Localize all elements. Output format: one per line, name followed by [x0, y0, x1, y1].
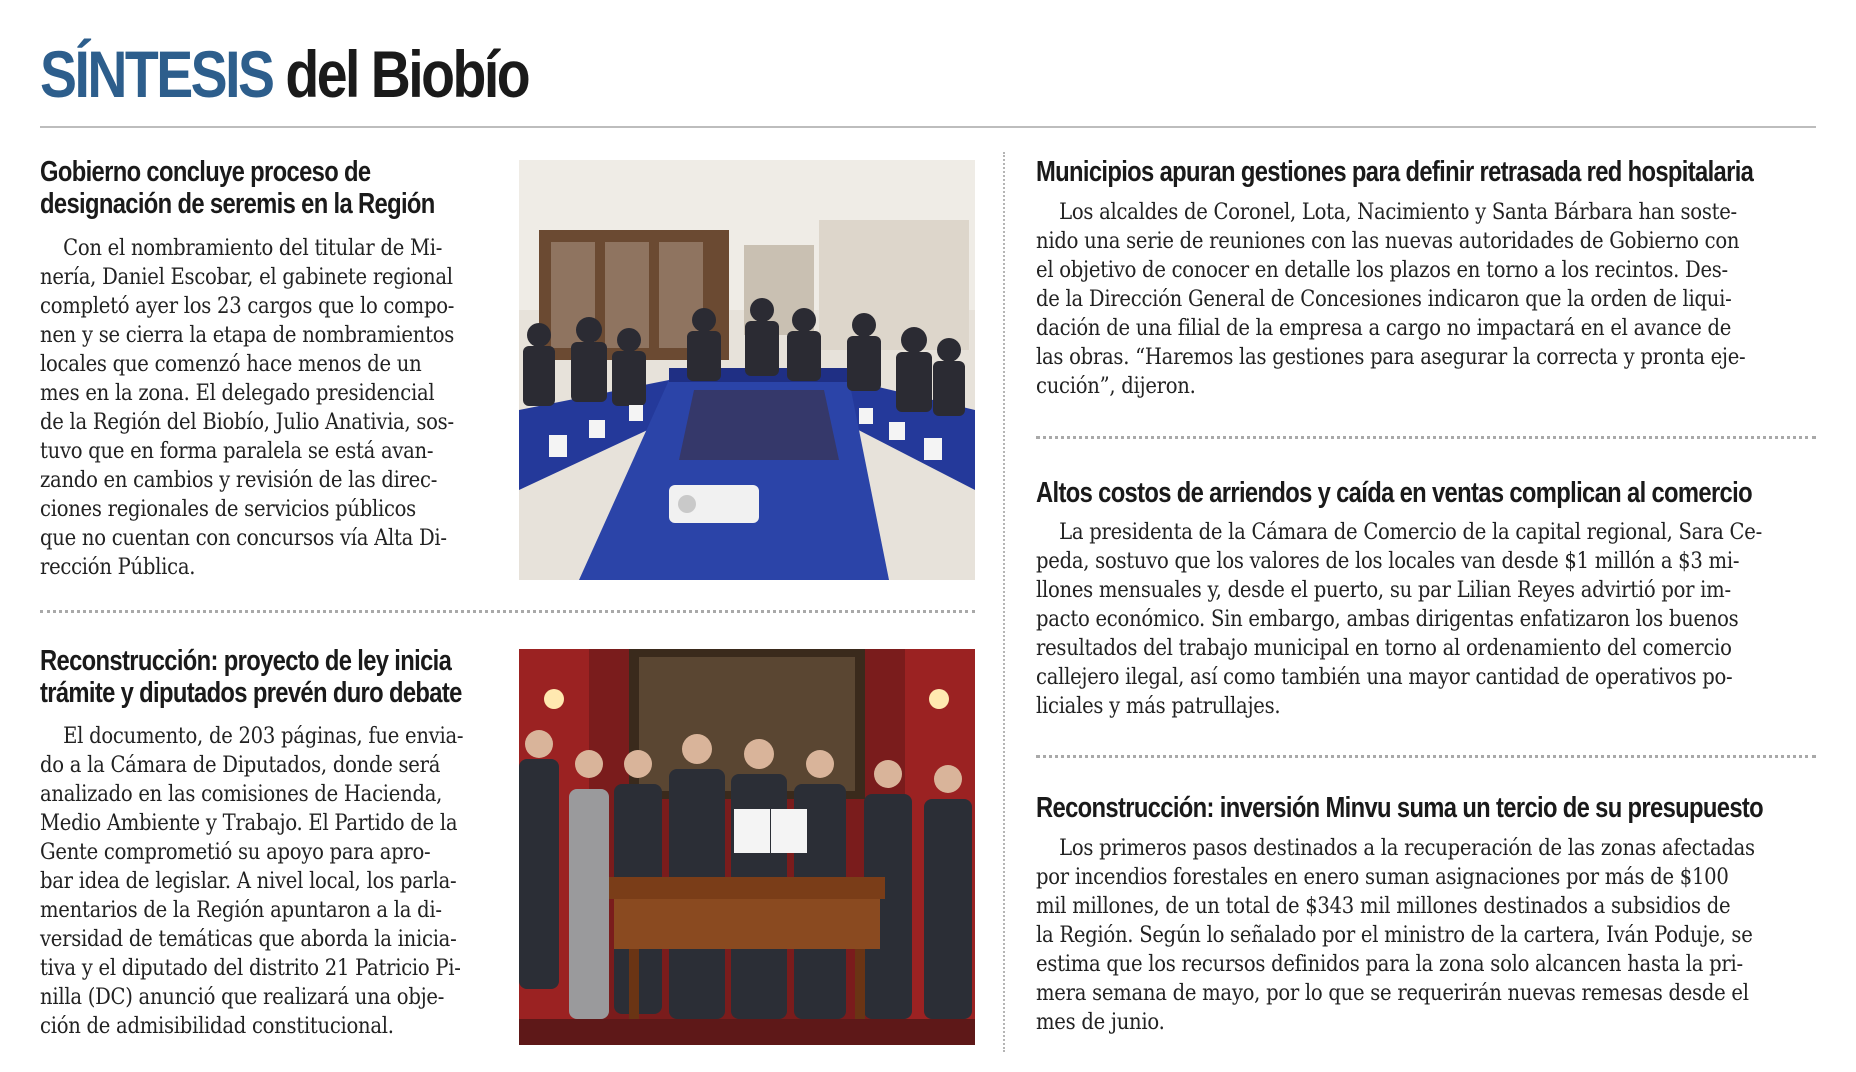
headline-line: Municipios apuran gestiones para definir retrasada red hospitalaria [1036, 156, 1754, 188]
body-line: de la Dirección General de Concesiones indicaron que la orden de liqui- [1036, 287, 1732, 312]
body-line: mentarios de la Región apuntaron a la di- [40, 898, 442, 923]
masthead-rule [40, 126, 1816, 128]
headline-line: Altos costos de arriendos y caída en ventas complican al comercio [1036, 477, 1752, 509]
body-line: mes en la zona. El delegado presidencial [40, 381, 435, 406]
body-line: Los alcaldes de Coronel, Lota, Nacimiento y Santa Bárbara han soste- [1059, 200, 1737, 225]
masthead-accent: SÍNTESIS [40, 37, 273, 111]
body-line: nen y se cierra la etapa de nombramientos [40, 323, 455, 348]
body-line: analizado en las comisiones de Hacienda, [40, 782, 443, 807]
body-line: liciales y más patrullajes. [1036, 694, 1281, 719]
body-line: do a la Cámara de Diputados, donde será [40, 753, 441, 778]
headline-line: Gobierno concluye proceso de [40, 156, 371, 188]
article-1-body [40, 234, 454, 582]
body-line: La presidenta de la Cámara de Comercio de la capital regional, Sara Ce- [1059, 520, 1762, 545]
headline-line: Reconstrucción: inversión Minvu suma un tercio de su presupuesto [1036, 792, 1764, 824]
body-line: nilla (DC) anunció que realizará una obje- [40, 985, 445, 1010]
headline-line: Reconstrucción: proyecto de ley inicia [40, 645, 452, 677]
body-line: tiva y el diputado del distrito 21 Patricio Pi- [40, 956, 461, 981]
body-line: nería, Daniel Escobar, el gabinete regional [40, 265, 453, 290]
masthead [40, 38, 528, 110]
article-2-headline [40, 645, 462, 709]
body-line: la Región. Según lo señalado por el ministro de la cartera, Iván Poduje, se [1036, 923, 1753, 948]
body-line: que no cuentan con concursos vía Alta Di- [40, 526, 447, 551]
body-line: peda, sostuvo que los valores de los locales van desde $1 millón a $3 mi- [1036, 549, 1740, 574]
body-line: Los primeros pasos destinados a la recuperación de las zonas afectadas [1059, 836, 1755, 861]
body-line: completó ayer los 23 cargos que lo compo- [40, 294, 455, 319]
body-line: por incendios forestales en enero suman asignaciones por más de $100 [1036, 865, 1729, 890]
article-4-body [1036, 518, 1762, 721]
body-line: bar idea de legislar. A nivel local, los parla- [40, 869, 457, 894]
article-5-body [1036, 834, 1755, 1037]
masthead-rest: del Biobío [272, 37, 529, 111]
body-line: mil millones, de un total de $343 mil millones destinados a subsidios de [1036, 894, 1731, 919]
meeting-photo [519, 160, 975, 580]
body-line: callejero ilegal, así como también una mayor cantidad de operativos po- [1036, 665, 1733, 690]
body-line: resultados del trabajo municipal en torno al ordenamiento del comercio [1036, 636, 1732, 661]
body-line: de la Región del Biobío, Julio Anativia, sos- [40, 410, 454, 435]
body-line: dación de una filial de la empresa a cargo no impactará en el avance de [1036, 316, 1732, 341]
body-line: estima que los recursos definidos para la zona solo alcancen hasta la pri- [1036, 952, 1743, 977]
article-4-headline [1036, 477, 1752, 509]
body-line: mes de junio. [1036, 1010, 1165, 1035]
headline-line: designación de seremis en la Región [40, 188, 435, 220]
body-line: el objetivo de conocer en detalle los plazos en torno a los recintos. Des- [1036, 258, 1728, 283]
body-line: rección Pública. [40, 555, 196, 580]
body-line: mera semana de mayo, por lo que se requerirán nuevas remesas desde el [1036, 981, 1749, 1006]
body-line: cución”, dijeron. [1036, 374, 1196, 399]
body-line: El documento, de 203 páginas, fue envia- [63, 724, 464, 749]
separator-right-2 [1036, 755, 1816, 758]
body-line: Con el nombramiento del titular de Mi- [63, 236, 443, 261]
article-2-body [40, 722, 463, 1041]
signing-photo [519, 649, 975, 1045]
body-line: nido una serie de reuniones con las nuevas autoridades de Gobierno con [1036, 229, 1740, 254]
body-line: Gente comprometió su apoyo para apro- [40, 840, 431, 865]
headline-line: trámite y diputados prevén duro debate [40, 677, 462, 709]
article-3-headline [1036, 156, 1753, 188]
body-line: las obras. “Haremos las gestiones para asegurar la correcta y pronta eje- [1036, 345, 1746, 370]
body-line: Medio Ambiente y Trabajo. El Partido de la [40, 811, 458, 836]
article-3-body [1036, 198, 1745, 401]
body-line: locales que comenzó hace menos de un [40, 352, 422, 377]
column-divider [1003, 152, 1005, 1052]
separator-right-1 [1036, 436, 1816, 439]
body-line: llones mensuales y, desde el puerto, su par Lilian Reyes advirtió por im- [1036, 578, 1731, 603]
body-line: tuvo que en forma paralela se está avan- [40, 439, 434, 464]
body-line: pacto económico. Sin embargo, ambas dirigentas enfatizaron los buenos [1036, 607, 1739, 632]
body-line: zando en cambios y revisión de las direc- [40, 468, 438, 493]
body-line: ciones regionales de servicios públicos [40, 497, 416, 522]
body-line: ción de admisibilidad constitucional. [40, 1014, 394, 1039]
body-line: versidad de temáticas que aborda la inicia- [40, 927, 457, 952]
separator-left [40, 610, 975, 613]
article-1-headline [40, 156, 435, 220]
article-5-headline [1036, 792, 1763, 824]
